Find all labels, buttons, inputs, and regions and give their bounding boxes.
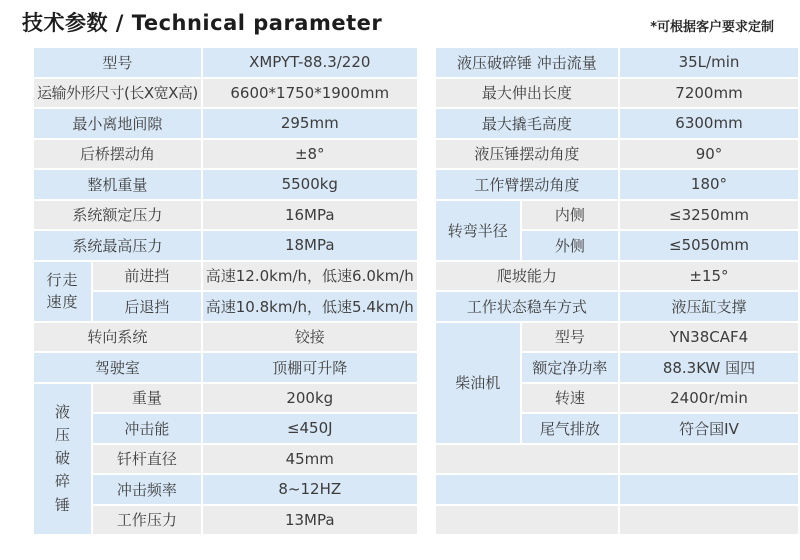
group-label-text: 液压破碎锤	[55, 402, 71, 514]
spec-label-rod-diameter: 钎杆直径	[93, 445, 201, 474]
group-label-travel-speed	[34, 262, 91, 321]
group-label-hydraulic-breaker	[34, 384, 91, 535]
spec-label-gradeability: 爬坡能力	[436, 262, 618, 291]
spec-label-cab: 驾驶室	[34, 353, 201, 382]
spec-label-max-pressure: 系统最高压力	[34, 231, 201, 260]
right-spec-table	[434, 46, 800, 536]
page-title: 技术参数 / Technical parameter	[22, 11, 383, 35]
table-row	[34, 353, 417, 382]
spec-label-impact-energy: 冲击能	[93, 414, 201, 443]
spec-tables	[32, 46, 800, 536]
spec-label-machine-weight: 整机重量	[34, 170, 201, 199]
table-row	[436, 140, 798, 169]
spec-value-forward-gear: 高速12.0km/h，低速6.0km/h	[203, 262, 417, 291]
spec-value-impact-flow: 35L/min	[620, 48, 798, 77]
spec-label-breaker-weight: 重量	[93, 384, 201, 413]
spec-label-steering-system: 转向系统	[34, 323, 201, 352]
table-row	[34, 475, 417, 504]
table-row	[34, 445, 417, 474]
spec-value-cab: 顶棚可升降	[203, 353, 417, 382]
table-row	[436, 201, 798, 230]
spec-label-working-pressure: 工作压力	[93, 506, 201, 535]
spec-label-impact-frequency: 冲击频率	[93, 475, 201, 504]
table-row	[34, 140, 417, 169]
group-label-diesel-engine: 柴油机	[436, 323, 520, 443]
table-row	[34, 79, 417, 108]
spec-value-ground-clearance: 295mm	[203, 109, 417, 138]
spec-value-rear-axle-swing: ±8°	[203, 140, 417, 169]
table-row	[436, 109, 798, 138]
spec-label-rated-net-power: 额定净功率	[522, 353, 618, 382]
empty-cell	[620, 475, 798, 504]
spec-label-hammer-swing-angle: 液压锤摆动角度	[436, 140, 618, 169]
table-row	[436, 48, 798, 77]
spec-value-rated-pressure: 16MPa	[203, 201, 417, 230]
spec-label-stabilization-method: 工作状态稳车方式	[436, 292, 618, 321]
table-row	[34, 506, 417, 535]
spec-value-breaker-weight: 200kg	[203, 384, 417, 413]
spec-label-forward-gear: 前进挡	[93, 262, 201, 291]
customization-note: *可根据客户要求定制	[650, 20, 774, 35]
table-row	[34, 292, 417, 321]
table-row	[436, 79, 798, 108]
table-row	[34, 414, 417, 443]
table-row	[34, 201, 417, 230]
table-row	[34, 323, 417, 352]
table-row	[436, 262, 798, 291]
spec-value-rod-diameter: 45mm	[203, 445, 417, 474]
spec-value-max-scaling-height: 6300mm	[620, 109, 798, 138]
table-row	[436, 475, 798, 504]
spec-value-max-pressure: 18MPa	[203, 231, 417, 260]
left-spec-table	[32, 46, 419, 536]
spec-value-max-reach: 7200mm	[620, 79, 798, 108]
spec-value-engine-speed: 2400r/min	[620, 384, 798, 413]
spec-value-arm-swing-angle: 180°	[620, 170, 798, 199]
empty-cell	[436, 475, 618, 504]
spec-value-machine-weight: 5500kg	[203, 170, 417, 199]
spec-value-impact-energy: ≤450J	[203, 414, 417, 443]
spec-value-engine-model: YN38CAF4	[620, 323, 798, 352]
table-row	[34, 170, 417, 199]
spec-value-reverse-gear: 高速10.8km/h，低速5.4km/h	[203, 292, 417, 321]
spec-label-impact-flow: 液压破碎锤 冲击流量	[436, 48, 618, 77]
spec-label-ground-clearance: 最小离地间隙	[34, 109, 201, 138]
empty-cell	[436, 506, 618, 535]
spec-value-impact-frequency: 8~12HZ	[203, 475, 417, 504]
table-row	[34, 262, 417, 291]
spec-label-model: 型号	[34, 48, 201, 77]
spec-value-stabilization-method: 液压缸支撑	[620, 292, 798, 321]
table-row	[436, 445, 798, 474]
spec-value-model: XMPYT-88.3/220	[203, 48, 417, 77]
empty-cell	[620, 506, 798, 535]
spec-value-emission: 符合国IV	[620, 414, 798, 443]
group-label-text: 行走速度	[46, 270, 79, 311]
spec-value-gradeability: ±15°	[620, 262, 798, 291]
group-label-turning-radius: 转弯半径	[436, 201, 520, 260]
table-row	[34, 109, 417, 138]
table-row	[34, 231, 417, 260]
spec-value-outer-radius: ≤5050mm	[620, 231, 798, 260]
spec-value-rated-net-power: 88.3KW 国四	[620, 353, 798, 382]
spec-label-rated-pressure: 系统额定压力	[34, 201, 201, 230]
spec-label-inner-radius: 内侧	[522, 201, 618, 230]
spec-label-rear-axle-swing: 后桥摆动角	[34, 140, 201, 169]
spec-label-arm-swing-angle: 工作臂摆动角度	[436, 170, 618, 199]
spec-value-inner-radius: ≤3250mm	[620, 201, 798, 230]
table-row	[34, 384, 417, 413]
spec-label-max-scaling-height: 最大撬毛高度	[436, 109, 618, 138]
table-row	[436, 170, 798, 199]
table-row	[34, 48, 417, 77]
empty-cell	[436, 445, 618, 474]
table-row	[436, 506, 798, 535]
spec-label-reverse-gear: 后退挡	[93, 292, 201, 321]
spec-label-engine-speed: 转速	[522, 384, 618, 413]
spec-label-transport-dimensions: 运输外形尺寸(长X宽X高)	[34, 79, 201, 108]
spec-value-steering-system: 铰接	[203, 323, 417, 352]
empty-cell	[620, 445, 798, 474]
spec-value-transport-dimensions: 6600*1750*1900mm	[203, 79, 417, 108]
spec-label-emission: 尾气排放	[522, 414, 618, 443]
spec-label-engine-model: 型号	[522, 323, 618, 352]
header	[0, 0, 800, 44]
spec-value-working-pressure: 13MPa	[203, 506, 417, 535]
spec-label-outer-radius: 外侧	[522, 231, 618, 260]
spec-label-max-reach: 最大伸出长度	[436, 79, 618, 108]
table-row	[436, 323, 798, 352]
spec-value-hammer-swing-angle: 90°	[620, 140, 798, 169]
table-row	[436, 292, 798, 321]
